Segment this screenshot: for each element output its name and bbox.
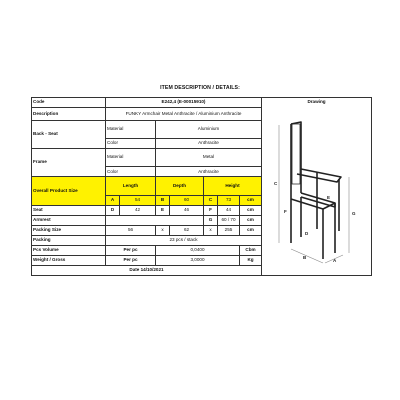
dim-label-c: C	[274, 180, 278, 186]
back-seat-material-value: Aluminium	[156, 121, 262, 139]
overall-size-label: Overall Product Size	[32, 177, 106, 205]
pcs-volume-value: 0,0400	[156, 245, 240, 255]
back-seat-label: Back - Seat	[32, 121, 106, 149]
packing-x-2: x	[204, 225, 218, 235]
height-header: Height	[204, 177, 262, 195]
packing-size-unit: cm	[240, 225, 262, 235]
armchair-drawing	[263, 111, 371, 275]
dim-b-value: 60	[170, 195, 204, 205]
drawing-box	[263, 105, 370, 275]
back-seat-color-value: Anthracite	[156, 139, 262, 149]
code-label: Code	[32, 98, 106, 108]
packing-label: Packing	[32, 235, 106, 245]
weight-value: 3,0000	[156, 255, 240, 265]
code-row	[32, 98, 372, 108]
packing-length: 56	[106, 225, 156, 235]
document-title: ITEM DESCRIPTION / DETAILS:	[160, 85, 240, 91]
packing-depth: 62	[170, 225, 204, 235]
dim-c-value: 73	[218, 195, 240, 205]
seat-unit: cm	[240, 205, 262, 215]
drawing-label: Drawing	[307, 99, 326, 104]
armrest-unit: cm	[240, 215, 262, 225]
packing-height: 255	[218, 225, 240, 235]
dim-a-letter: A	[106, 195, 120, 205]
weight-label: Weight / Gross	[32, 255, 106, 265]
pcs-volume-per-pc: Per pc	[106, 245, 156, 255]
drawing-cell	[262, 98, 372, 276]
frame-color-value: Anthracite	[156, 167, 262, 177]
dim-b-line	[291, 249, 323, 263]
dim-f-value: 44	[218, 205, 240, 215]
description-value: FUNKY Armchair Metal Anthracite / Aluminium Anthracite	[106, 108, 262, 121]
armrest-empty	[106, 215, 204, 225]
dim-label-g: G	[352, 210, 356, 216]
weight-unit: Kg	[240, 255, 262, 265]
armrest	[297, 169, 341, 182]
overall-unit: cm	[240, 195, 262, 205]
depth-header: Depth	[156, 177, 204, 195]
back-frame-line	[291, 122, 301, 193]
pcs-volume-label: Pcs Volume	[32, 245, 106, 255]
dim-a-value: 54	[120, 195, 156, 205]
dim-g-letter: G	[204, 215, 218, 225]
dim-label-b: B	[303, 254, 307, 260]
dim-e-letter: E	[156, 205, 170, 215]
dim-b-letter: B	[156, 195, 170, 205]
dim-d-value: 42	[120, 205, 156, 215]
code-value: E242,4 (E-00015910)	[106, 98, 262, 108]
packing-size-label: Packing Size	[32, 225, 106, 235]
dim-c-letter: C	[204, 195, 218, 205]
back-seat-color-label: Color	[106, 139, 156, 149]
dim-e-value: 46	[170, 205, 204, 215]
weight-per-pc: Per pc	[106, 255, 156, 265]
dim-label-f: F	[284, 208, 287, 214]
frame-color-label: Color	[106, 167, 156, 177]
pcs-volume-unit: Cbm	[240, 245, 262, 255]
item-spec-table	[31, 97, 372, 276]
dim-d-letter: D	[106, 205, 120, 215]
frame-label: Frame	[32, 149, 106, 177]
dim-label-e: E	[327, 194, 331, 200]
packing-x-1: x	[156, 225, 170, 235]
packing-value: 23 pcs / stack	[106, 235, 262, 245]
date-text: Date 14/10/2021	[32, 265, 262, 275]
dim-label-d: D	[305, 230, 309, 236]
dim-g-value: 60 / 70	[218, 215, 240, 225]
frame-material-value: Metal	[156, 149, 262, 167]
armrest-label: Armrest	[32, 215, 106, 225]
description-label: Description	[32, 108, 106, 121]
frame-material-label: Material	[106, 149, 156, 167]
length-header: Length	[106, 177, 156, 195]
back-seat-material-label: Material	[106, 121, 156, 139]
dim-f-letter: F	[204, 205, 218, 215]
seat-label: Seat	[32, 205, 106, 215]
dim-label-a: A	[333, 257, 337, 263]
